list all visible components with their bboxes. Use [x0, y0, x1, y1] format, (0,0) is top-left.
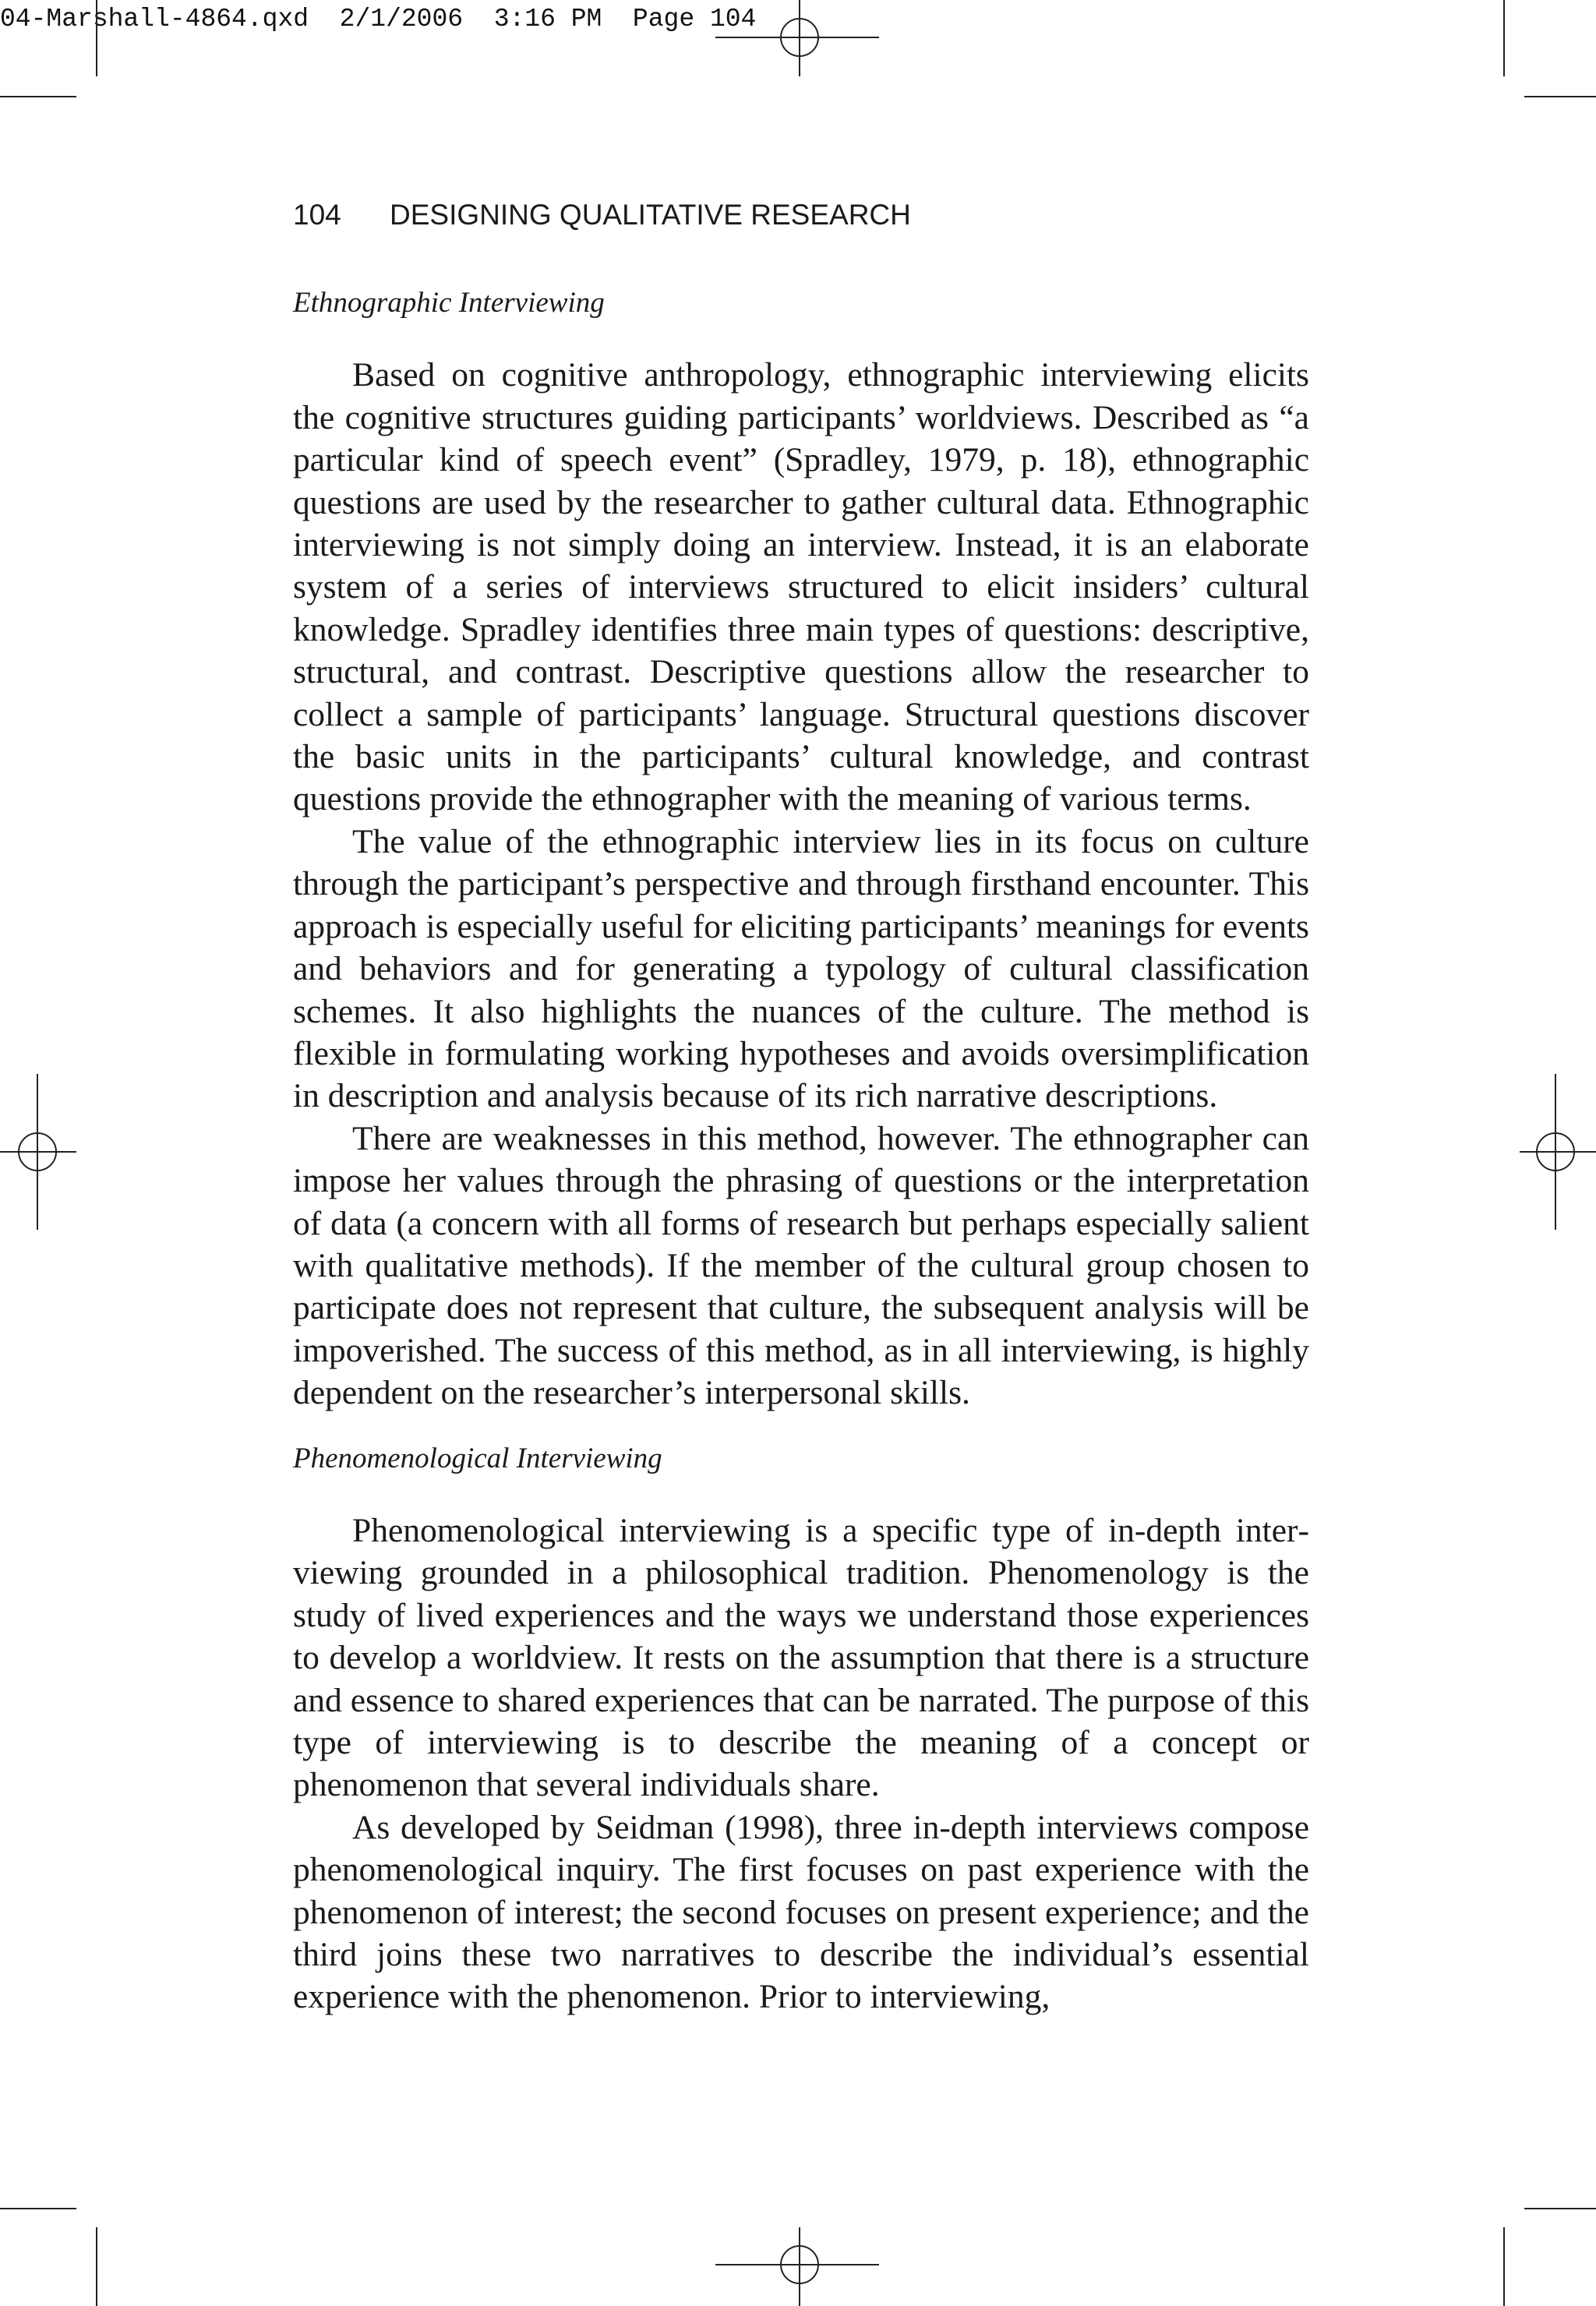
book-title: DESIGNING QUALITATIVE RESEARCH	[390, 199, 911, 231]
registration-target-right	[1520, 1074, 1596, 1230]
paragraph: Based on cognitive anthropology, ethnographic interviewing elicits the cognitive structures guiding participants’ worldviews. Described as “a particular kind of speech event” (Spradley, 1979, p. 18), ethnographic questions are used by the researcher to gather cultural data. Ethnographic interviewing is not simply doing an interview. Instead, it is an elaborate system of a series of interviews structured to elicit insiders’ cultural knowledge. Spradley identifies three main types of questions: descriptive, structural, and contrast. Descriptive questions allow the researcher to collect a sample of participants’ language. Structural questions discover the basic units in the participants’ cultural knowledge, and contrast questions provide the ethnographer with the meaning of various terms.	[293, 356, 1309, 818]
registration-target-bottom	[715, 2227, 879, 2306]
file-slug-line: 04-Marshall-4864.qxd 2/1/2006 3:16 PM Page 104	[0, 5, 757, 34]
page-body	[293, 282, 1309, 2018]
paragraph: There are weaknesses in this method, however. The ethnographer can impose her values through the phrasing of questions or the interpretation of data (a concern with all forms of research but perhaps especially salient with qualitative methods). If the member of the cultural group chosen to participate does not represent that culture, the subsequent analysis will be impoverished. The success of this method, as in all interviewing, is highly dependent on the researcher’s interpersonal skills.	[293, 1119, 1309, 1412]
running-head	[293, 199, 911, 231]
section-heading-ethnographic: Ethnographic Interviewing	[293, 287, 605, 319]
paragraph: The value of the ethnographic interview lies in its focus on culture through the participant’s perspective and through firsthand encounter. This approach is especially useful for eliciting participants’ meanings for events and behaviors and for generating a typology of cultural classification schemes. It also highlights the nuances of the culture. The method is flexible in formulating working hypotheses and avoids oversimplification in description and analysis because of its rich narrative descriptions.	[293, 822, 1309, 1115]
registration-target-left	[0, 1074, 76, 1230]
paragraph: Phenomenological interviewing is a specific type of in-depth interviewing grounded in a philosophical tradition. Phenomenology is the study of lived experiences and the ways we understand those experiences to develop a worldview. It rests on the assumption that there is a structure and essence to shared experiences that can be narrated. The purpose of this type of interviewing is to describe the meaning of a concept or phenomenon that several individuals share.	[293, 1511, 1309, 1804]
page-number: 104	[293, 199, 341, 231]
section-heading-phenomenological: Phenomenological Interviewing	[293, 1442, 662, 1474]
paragraph: As developed by Seidman (1998), three in-depth interviews compose phenomenological inquiry. The first focuses on past experience with the phenomenon of interest; the second focuses on present experience; and the third joins these two narratives to describe the individual’s essential experience with the phenomenon. Prior to interviewing,	[293, 1808, 1309, 2016]
